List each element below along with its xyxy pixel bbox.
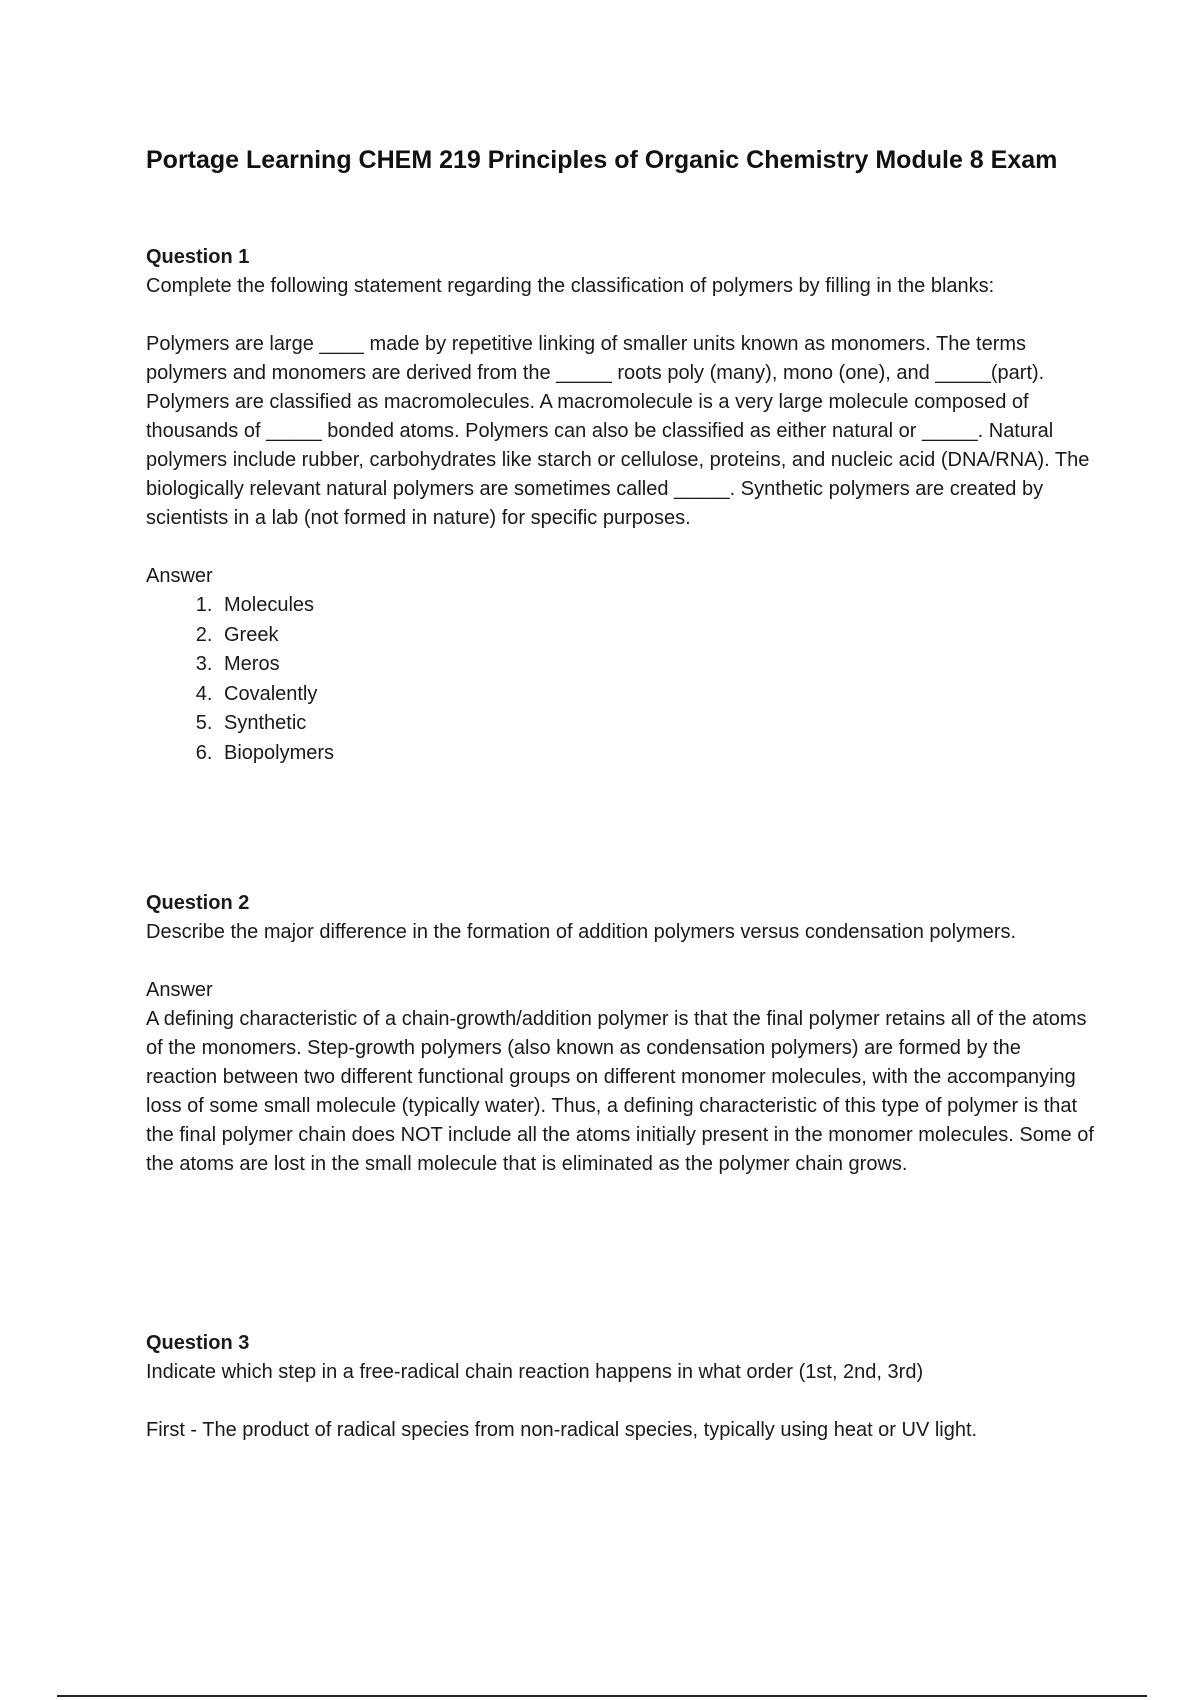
question-2-heading: Question 2 [146, 892, 250, 914]
question-3-first-step: First - The product of radical species from non-radical species, typically using heat or UV light. [146, 1419, 978, 1441]
question-3-prompt: Indicate which step in a free-radical chain reaction happens in what order (1st, 2nd, 3rd) [146, 1361, 924, 1383]
question-1-heading: Question 1 [146, 246, 250, 268]
question-3-heading: Question 3 [146, 1332, 250, 1354]
list-item: 5. Synthetic [218, 709, 1096, 739]
question-1-passage: Polymers are large ____ made by repetitive linking of smaller units known as monomers. The terms polymers and monomers are derived from the _____ roots poly (many), mono (one), and _____(part). Polymers are classified as macromolecules. A macromolecule is a very large molecule composed of thousands of _____ bonded atoms. Polymers can also be classified as either natural or _____. Natural polymers include rubber, carbohydrates like starch or cellulose, proteins, and nucleic acid (DNA/RNA). The biologically relevant natural polymers are sometimes called _____. Synthetic polymers are created by scientists in a lab (not formed in nature) for specific purposes. [146, 333, 1090, 529]
footer-divider [57, 1695, 1147, 1697]
question-2-answer-text: A defining characteristic of a chain-growth/addition polymer is that the final polymer retains all of the atoms of the monomers. Step-growth polymers (also known as condensation polymers) are formed by the reaction between two different functional groups on different monomer molecules, with the accompanying loss of some small molecule (typically water). Thus, a defining characteristic of this type of polymer is that the final polymer chain does NOT include all the atoms initially present in the monomer molecules. Some of the atoms are lost in the small molecule that is eliminated as the polymer chain grows. [146, 1008, 1094, 1175]
question-2 [146, 889, 1096, 1179]
list-item: 6. Biopolymers [218, 739, 1096, 769]
list-item: 4. Covalently [218, 680, 1096, 710]
question-1-answer-label: Answer [146, 565, 213, 587]
list-item: 1. Molecules [218, 591, 1096, 621]
question-1-prompt: Complete the following statement regarding the classification of polymers by filling in the blanks: [146, 275, 995, 297]
question-1 [146, 243, 1096, 768]
list-item: 3. Meros [218, 650, 1096, 680]
question-2-answer-label: Answer [146, 979, 213, 1001]
question-2-prompt: Describe the major difference in the formation of addition polymers versus condensation polymers. [146, 921, 1017, 943]
question-3 [146, 1329, 1096, 1445]
document-title: Portage Learning CHEM 219 Principles of Organic Chemistry Module 8 Exam [146, 146, 1058, 174]
list-item: 2. Greek [218, 621, 1096, 651]
question-1-answer-list [146, 591, 1096, 768]
